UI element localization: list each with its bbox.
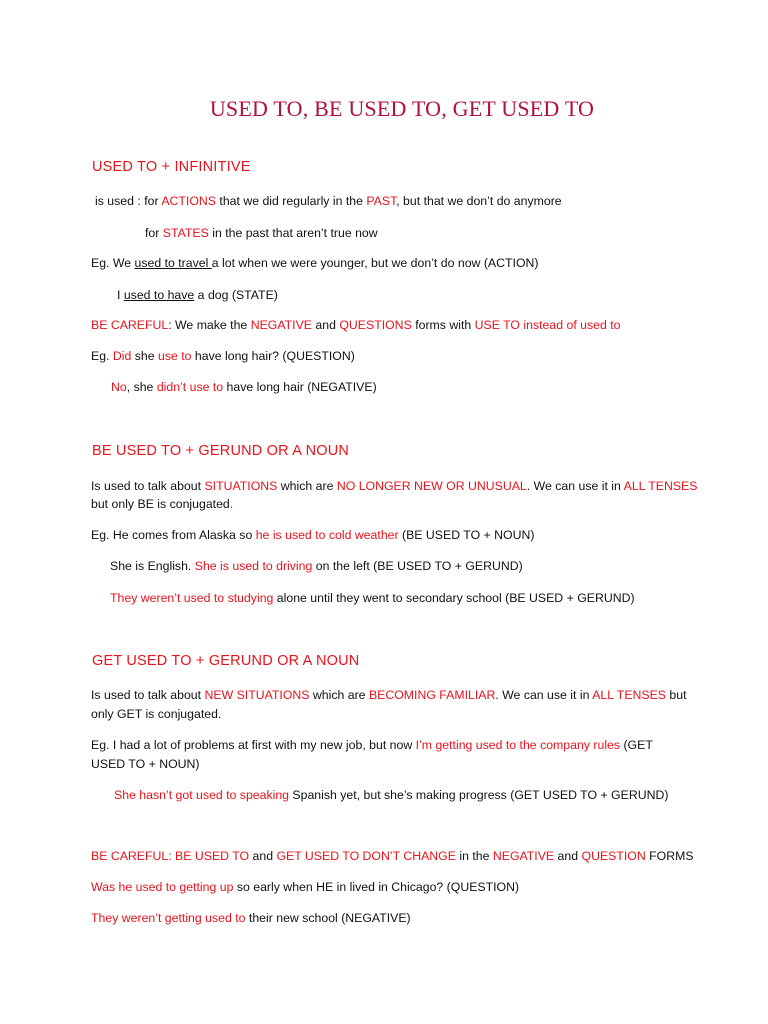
highlight-run: ALL TENSES <box>592 688 667 702</box>
text-run: , she <box>126 380 157 394</box>
text-line <box>91 347 355 366</box>
text-run: in the <box>455 849 493 863</box>
text-line <box>91 495 233 514</box>
highlight-run: BE CAREFUL: BE USED TO <box>91 849 250 863</box>
highlight-run: . <box>229 497 234 511</box>
text-run: Spanish yet, but she’s making progress (GET USED TO + GERUND) <box>289 788 669 802</box>
highlight-run: ACTIONS <box>161 194 216 208</box>
text-run: : We make the <box>168 318 251 332</box>
highlight-run: NO LONGER NEW OR UNUSUAL <box>336 479 527 493</box>
text-line <box>111 378 377 397</box>
highlight-run: She is used to driving <box>194 559 313 573</box>
text-run: which are <box>309 688 369 702</box>
highlight-run: he is used to cold weather <box>255 528 399 542</box>
text-line <box>91 847 694 866</box>
text-line <box>91 254 538 273</box>
text-run: a dog (STATE) <box>194 288 278 302</box>
highlight-run: BE CAREFUL <box>91 318 169 332</box>
text-line <box>91 526 534 545</box>
text-run: only GET is conjugated. <box>91 707 222 721</box>
highlight-run: ALL TENSES <box>623 479 698 493</box>
text-run: (BE USED TO + NOUN) <box>398 528 535 542</box>
text-run: and <box>554 849 582 863</box>
underlined-run: used to have <box>123 288 195 302</box>
highlight-run: I’m getting used to the company rules <box>415 738 621 752</box>
text-run: I <box>117 288 124 302</box>
text-run: but <box>666 688 687 702</box>
text-run: alone until they went to secondary school (BE USED + GERUND) <box>273 591 635 605</box>
text-run: and <box>249 849 277 863</box>
underlined-run: used to travel <box>134 256 212 270</box>
text-run: is used : for <box>95 194 162 208</box>
text-line <box>91 705 221 724</box>
highlight-run: No <box>111 380 127 394</box>
highlight-run: Was he used to getting up <box>91 880 234 894</box>
highlight-run: NEGATIVE <box>492 849 555 863</box>
page-title: USED TO, BE USED TO, GET USED TO <box>209 96 595 121</box>
highlight-run: didn’t use to <box>156 380 224 394</box>
text-run: forms with <box>411 318 475 332</box>
highlight-run: STATES <box>162 226 209 240</box>
text-line <box>91 477 697 496</box>
text-run: Eg. He comes from Alaska so <box>91 528 256 542</box>
text-run: which are <box>277 479 337 493</box>
highlight-run: GET USED TO DON’T CHANGE <box>276 849 456 863</box>
text-line <box>110 557 523 576</box>
text-run: Is used to talk about <box>91 688 205 702</box>
text-run: She is English. <box>110 559 195 573</box>
text-run: that we did regularly in the <box>215 194 367 208</box>
highlight-run: QUESTION <box>581 849 646 863</box>
text-run: . We can use it in <box>495 688 593 702</box>
section-heading-get-used-to: GET USED TO + GERUND OR A NOUN <box>92 653 360 669</box>
text-line <box>91 736 653 755</box>
highlight-run: NEGATIVE <box>250 318 312 332</box>
highlight-run: They weren’t getting used to <box>91 911 246 925</box>
text-line <box>117 286 278 305</box>
text-run: in the past that aren’t true now <box>208 226 378 240</box>
highlight-run: Did <box>112 349 132 363</box>
text-run: she <box>131 349 158 363</box>
highlight-run: USE TO instead of used to <box>474 318 621 332</box>
text-run: , but that we don’t do anymore <box>396 194 562 208</box>
text-line <box>110 589 635 608</box>
text-line <box>91 909 411 928</box>
section-heading-be-used-to: BE USED TO + GERUND OR A NOUN <box>92 443 350 459</box>
text-line <box>91 316 620 335</box>
highlight-run: They weren’t used to studying <box>110 591 274 605</box>
highlight-run: use to <box>158 349 192 363</box>
highlight-run: PAST <box>366 194 397 208</box>
text-run: for <box>145 226 163 240</box>
text-run: USED TO + NOUN) <box>91 757 200 771</box>
highlight-run: NEW SITUATIONS <box>204 688 310 702</box>
text-run: Is used to talk about <box>91 479 205 493</box>
text-run: have long hair? (QUESTION) <box>191 349 355 363</box>
text-run: and <box>311 318 340 332</box>
text-run: Eg. <box>91 349 113 363</box>
highlight-run: QUESTIONS <box>339 318 412 332</box>
text-line <box>145 224 378 243</box>
text-run: but only BE is conjugated <box>91 497 230 511</box>
text-run: have long hair (NEGATIVE) <box>223 380 377 394</box>
text-run: (GET <box>620 738 653 752</box>
text-run: Eg. I had a lot of problems at first with my new job, but now <box>91 738 416 752</box>
text-run: Eg. We <box>91 256 135 270</box>
highlight-run: She hasn’t got used to speaking <box>114 788 290 802</box>
section-heading-used-to: USED TO + INFINITIVE <box>92 159 251 175</box>
text-run: so early when HE in lived in Chicago? (QUESTION) <box>233 880 520 894</box>
text-line <box>91 755 200 774</box>
highlight-run: BECOMING FAMILIAR <box>368 688 496 702</box>
text-line <box>91 878 519 897</box>
text-line <box>91 686 687 705</box>
text-run: on the left (BE USED TO + GERUND) <box>312 559 523 573</box>
text-line <box>114 786 668 805</box>
highlight-run: SITUATIONS <box>204 479 278 493</box>
text-run: FORMS <box>645 849 694 863</box>
text-run: their new school (NEGATIVE) <box>245 911 411 925</box>
text-run: a lot when we were younger, but we don’t do now (ACTION) <box>211 256 539 270</box>
text-run: . We can use it in <box>526 479 624 493</box>
text-line <box>95 192 562 211</box>
